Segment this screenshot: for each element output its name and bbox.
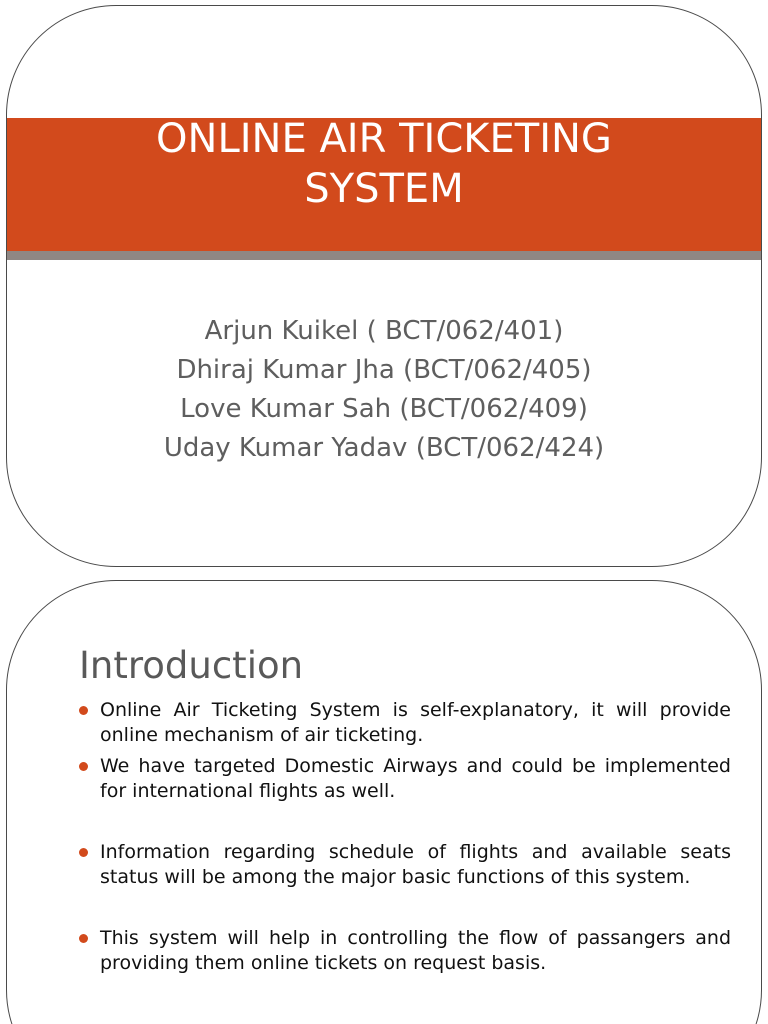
bullet-item-2 [79,754,731,804]
bullet-dot-icon [79,934,88,943]
title-slide [6,5,762,567]
slide-title-line-1: ONLINE AIR TICKETING [156,116,612,162]
title-divider [7,251,761,260]
author-1: Arjun Kuikel ( BCT/062/401) [204,316,564,346]
introduction-slide [6,580,762,1024]
author-3: Love Kumar Sah (BCT/062/409) [180,394,588,424]
bullet-text: Online Air Ticketing System is self-explanatory, it will provide online mechanism of air ticketing. [100,699,731,746]
slide-heading: Introduction [79,644,304,687]
bullet-text: This system will help in controlling the flow of passangers and providing them online tickets on request basis. [100,927,731,974]
bullet-dot-icon [79,706,88,715]
author-2: Dhiraj Kumar Jha (BCT/062/405) [176,355,592,385]
bullet-dot-icon [79,848,88,857]
bullet-text: We have targeted Domestic Airways and could be implemented for international flights as well. [100,755,731,802]
author-4: Uday Kumar Yadav (BCT/062/424) [163,433,605,463]
bullet-text: Information regarding schedule of flights and available seats status will be among the major basic functions of this system. [100,841,731,888]
bullet-item-1 [79,698,731,748]
slide-title [7,114,761,214]
author-list [7,312,761,468]
bullet-list [79,698,731,976]
bullet-item-3 [79,840,731,890]
bullet-dot-icon [79,762,88,771]
slide-title-line-2: SYSTEM [304,166,464,212]
bullet-item-4 [79,926,731,976]
